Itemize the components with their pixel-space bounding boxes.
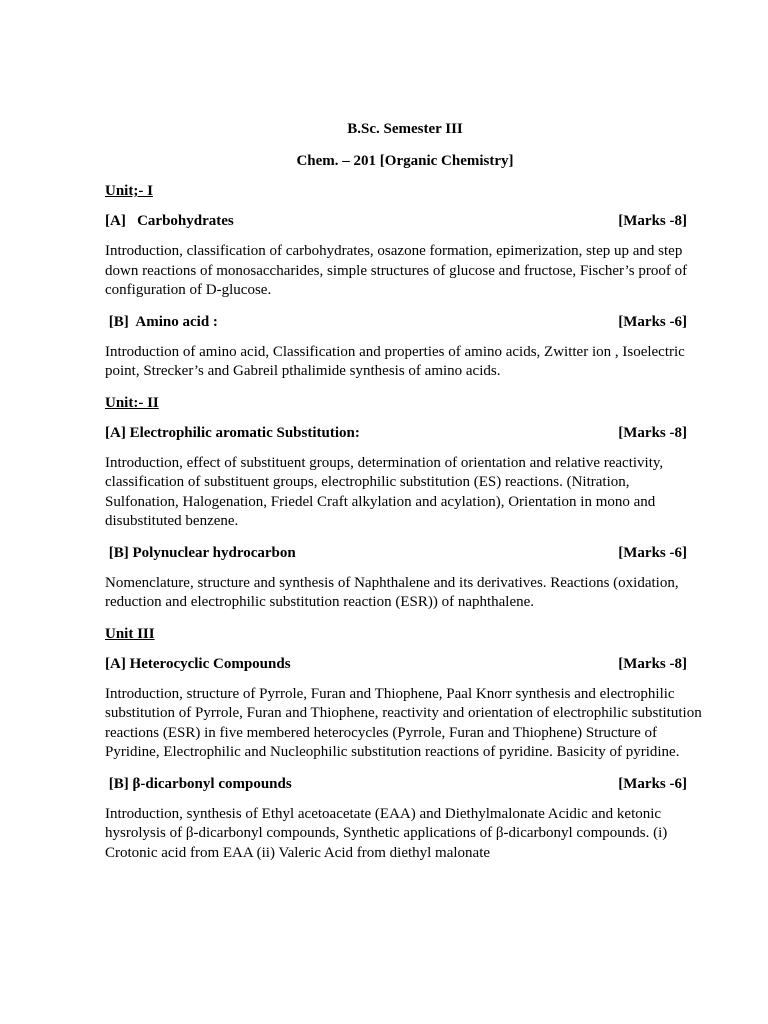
section-title: [A] Carbohydrates [105, 213, 234, 229]
unit-2-section-b-header [105, 544, 705, 562]
unit-1-heading: Unit;- I [105, 183, 153, 199]
section-title: [B] Polynuclear hydrocarbon [105, 544, 296, 561]
unit-3-heading: Unit III [105, 625, 155, 642]
unit-2-section-b-text: Nomenclature, structure and synthesis of Naphthalene and its derivatives. Reactions (oxidation, reduction and electrophilic substitution reaction (ESR)) of naphthalene. [105, 574, 679, 610]
course-title: Chem. – 201 [Organic Chemistry] [296, 153, 514, 169]
section-marks: [Marks -8] [618, 213, 687, 229]
section-title: [A] Electrophilic aromatic Substitution: [105, 424, 360, 441]
section-marks: [Marks -6] [618, 313, 687, 330]
unit-1-section-a-header [105, 212, 705, 230]
section-marks: [Marks -8] [618, 424, 687, 441]
unit-2-section-a-text: Introduction, effect of substituent groups, determination of orientation and relative reactivity, classification of substituent groups, electrophilic substitution (ES) reactions. (Nitration, Sulfonation, Halogenation, Friedel Craft alkylation and acylation), Orientation in mono and disubstituted benzene. [105, 454, 664, 529]
section-title: [A] Heterocyclic Compounds [105, 655, 291, 672]
unit-3-section-a-header [105, 655, 705, 673]
unit-1-section-a-text: Introduction, classification of carbohydrates, osazone formation, epimerization, step up and step down reactions of monosaccharides, simple structures of glucose and fructose, Fischer’s proof of configuration of D-glucose. [105, 243, 688, 298]
semester-title: B.Sc. Semester III [347, 121, 463, 137]
unit-3-section-b-text: Introduction, synthesis of Ethyl acetoacetate (EAA) and Diethylmalonate Acidic and ketonic hysrolysis of β-dicarbonyl compounds, Synthetic applications of β-dicarbonyl compounds. (i) Crotonic acid from EAA (ii) Valeric Acid from diethyl malonate [105, 805, 668, 861]
section-title: [B] Amino acid : [105, 313, 218, 330]
unit-1-section-b-header [105, 313, 705, 331]
section-marks: [Marks -6] [618, 544, 687, 561]
section-marks: [Marks -8] [618, 655, 687, 672]
section-marks: [Marks -6] [618, 775, 687, 792]
unit-3-section-a-text: Introduction, structure of Pyrrole, Furan and Thiophene, Paal Knorr synthesis and electrophilic substitution of Pyrrole, Furan and Thiophene, reactivity and orientation of electrophilic substitution reactions (ESR) in five membered heterocycles (Pyrrole, Furan and Thiophene) Structure of Pyridine, Electrophilic and Nucleophilic substitution reactions of pyridine. Basicity of pyridine. [105, 685, 702, 760]
unit-2-section-a-header [105, 424, 705, 442]
unit-3-section-b-header [105, 775, 705, 793]
unit-2-heading: Unit:- II [105, 394, 159, 411]
syllabus-page [105, 120, 705, 875]
section-title: [B] β-dicarbonyl compounds [105, 775, 292, 792]
unit-1-section-b-text: Introduction of amino acid, Classification and properties of amino acids, Zwitter ion , Isoelectric point, Strecker’s and Gabreil pthalimide synthesis of amino acids. [105, 343, 685, 379]
